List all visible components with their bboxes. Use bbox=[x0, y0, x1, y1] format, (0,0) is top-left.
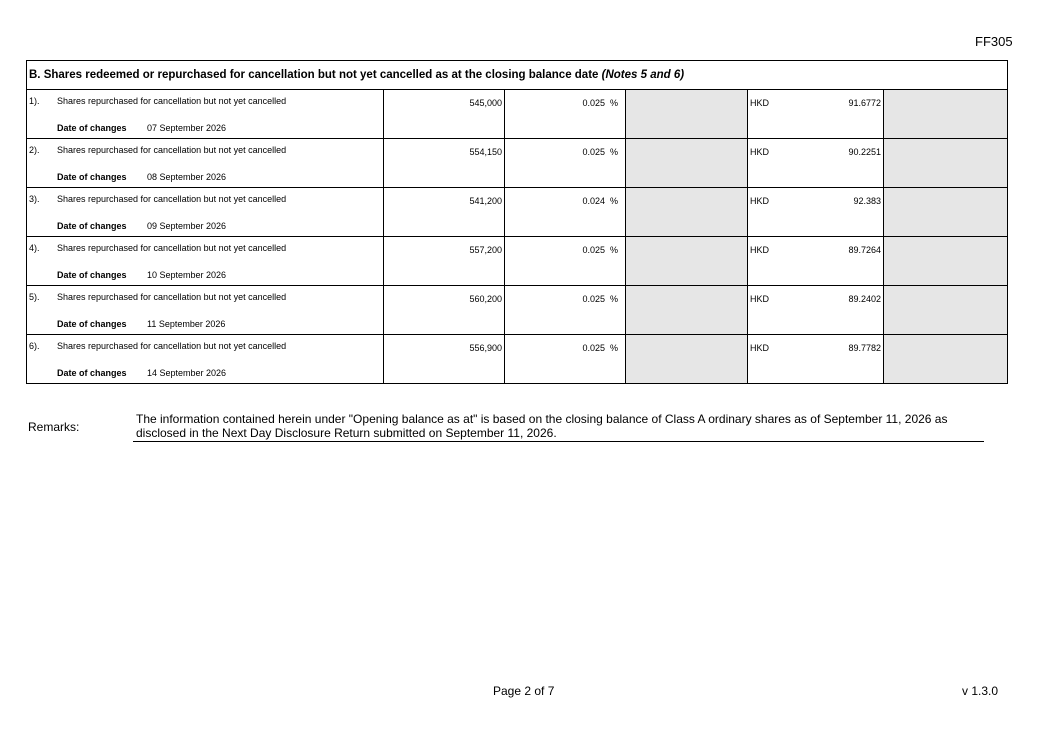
percent-value: 0.025 bbox=[582, 343, 605, 353]
description-cell bbox=[27, 188, 384, 237]
blank-shaded-cell bbox=[884, 335, 1008, 384]
price-cell bbox=[748, 90, 884, 139]
percent-value: 0.025 bbox=[582, 147, 605, 157]
blank-shaded-cell bbox=[884, 237, 1008, 286]
blank-shaded-cell bbox=[884, 188, 1008, 237]
percent-value: 0.025 bbox=[582, 294, 605, 304]
date-value: 09 September 2026 bbox=[147, 221, 227, 231]
row-index: 1). bbox=[29, 96, 40, 106]
row-index: 3). bbox=[29, 194, 40, 204]
table-row bbox=[27, 139, 1008, 188]
price-cell bbox=[748, 286, 884, 335]
blank-shaded-cell bbox=[884, 90, 1008, 139]
date-value: 14 September 2026 bbox=[147, 368, 227, 378]
percent-sign: % bbox=[609, 245, 618, 255]
row-description: Shares repurchased for cancellation but not yet cancelled bbox=[57, 96, 287, 106]
percent-sign: % bbox=[609, 147, 618, 157]
percent-value: 0.025 bbox=[582, 245, 605, 255]
price-value: 91.6772 bbox=[848, 98, 881, 108]
percent-sign: % bbox=[609, 98, 618, 108]
description-cell bbox=[27, 335, 384, 384]
shares-value: 545,000 bbox=[469, 98, 502, 108]
blank-shaded-cell bbox=[626, 286, 748, 335]
percent-sign: % bbox=[609, 294, 618, 304]
percent-value: 0.025 bbox=[582, 98, 605, 108]
currency-value: HKD bbox=[750, 196, 770, 206]
percent-cell bbox=[505, 237, 626, 286]
blank-shaded-cell bbox=[626, 188, 748, 237]
date-value: 07 September 2026 bbox=[147, 123, 227, 133]
remarks-text: The information contained herein under "Opening balance as at" is based on the closing balance of Class A ordinary shares as of September 11, 2026 as disclosed in the Next Day Disclosure Return submitted on September 11, 2026. bbox=[133, 412, 984, 442]
date-value: 11 September 2026 bbox=[147, 319, 226, 329]
shares-value: 554,150 bbox=[469, 147, 502, 157]
price-cell bbox=[748, 237, 884, 286]
shares-value: 541,200 bbox=[469, 196, 502, 206]
date-label: Date of changes bbox=[57, 172, 127, 182]
percent-cell bbox=[505, 286, 626, 335]
description-cell bbox=[27, 286, 384, 335]
price-cell bbox=[748, 335, 884, 384]
date-label: Date of changes bbox=[57, 270, 127, 280]
row-description: Shares repurchased for cancellation but not yet cancelled bbox=[57, 194, 287, 204]
price-cell bbox=[748, 188, 884, 237]
shares-table bbox=[26, 60, 1008, 384]
shares-value: 560,200 bbox=[469, 294, 502, 304]
table-row bbox=[27, 335, 1008, 384]
date-label: Date of changes bbox=[57, 123, 127, 133]
blank-shaded-cell bbox=[626, 237, 748, 286]
blank-shaded-cell bbox=[884, 286, 1008, 335]
section-title: B. Shares redeemed or repurchased for cancellation but not yet cancelled as at the closing balance date bbox=[29, 69, 599, 81]
shares-value: 557,200 bbox=[469, 245, 502, 255]
section-header bbox=[27, 61, 1008, 90]
percent-cell bbox=[505, 90, 626, 139]
price-cell bbox=[748, 139, 884, 188]
price-value: 89.7782 bbox=[848, 343, 881, 353]
price-value: 89.2402 bbox=[848, 294, 881, 304]
blank-shaded-cell bbox=[626, 139, 748, 188]
shares-cell bbox=[384, 188, 505, 237]
currency-value: HKD bbox=[750, 147, 770, 157]
currency-value: HKD bbox=[750, 294, 770, 304]
percent-cell bbox=[505, 188, 626, 237]
date-value: 10 September 2026 bbox=[147, 270, 227, 280]
price-value: 90.2251 bbox=[848, 147, 881, 157]
shares-cell bbox=[384, 335, 505, 384]
currency-value: HKD bbox=[750, 98, 770, 108]
percent-sign: % bbox=[609, 196, 618, 206]
row-index: 2). bbox=[29, 145, 40, 155]
currency-value: HKD bbox=[750, 245, 770, 255]
percent-cell bbox=[505, 139, 626, 188]
page-number: Page 2 of 7 bbox=[493, 684, 555, 698]
description-cell bbox=[27, 139, 384, 188]
date-label: Date of changes bbox=[57, 319, 127, 329]
row-index: 4). bbox=[29, 243, 40, 253]
blank-shaded-cell bbox=[626, 335, 748, 384]
shares-cell bbox=[384, 139, 505, 188]
date-value: 08 September 2026 bbox=[147, 172, 227, 182]
row-index: 5). bbox=[29, 292, 40, 302]
row-description: Shares repurchased for cancellation but not yet cancelled bbox=[57, 292, 287, 302]
shares-cell bbox=[384, 286, 505, 335]
table-row bbox=[27, 237, 1008, 286]
currency-value: HKD bbox=[750, 343, 770, 353]
description-cell bbox=[27, 237, 384, 286]
shares-cell bbox=[384, 237, 505, 286]
section-notes: (Notes 5 and 6) bbox=[601, 69, 685, 81]
form-code: FF305 bbox=[975, 34, 1013, 49]
percent-cell bbox=[505, 335, 626, 384]
shares-value: 556,900 bbox=[469, 343, 502, 353]
date-label: Date of changes bbox=[57, 221, 127, 231]
price-value: 89.7264 bbox=[848, 245, 881, 255]
blank-shaded-cell bbox=[626, 90, 748, 139]
blank-shaded-cell bbox=[884, 139, 1008, 188]
table-row bbox=[27, 188, 1008, 237]
table-row bbox=[27, 90, 1008, 139]
row-description: Shares repurchased for cancellation but not yet cancelled bbox=[57, 243, 287, 253]
shares-cell bbox=[384, 90, 505, 139]
percent-value: 0.024 bbox=[582, 196, 605, 206]
row-description: Shares repurchased for cancellation but not yet cancelled bbox=[57, 145, 287, 155]
remarks-label: Remarks: bbox=[28, 420, 80, 434]
date-label: Date of changes bbox=[57, 368, 127, 378]
row-description: Shares repurchased for cancellation but not yet cancelled bbox=[57, 341, 287, 351]
version-label: v 1.3.0 bbox=[962, 684, 999, 698]
price-value: 92.383 bbox=[853, 196, 881, 206]
description-cell bbox=[27, 90, 384, 139]
table-row bbox=[27, 286, 1008, 335]
row-index: 6). bbox=[29, 341, 40, 351]
percent-sign: % bbox=[609, 343, 618, 353]
